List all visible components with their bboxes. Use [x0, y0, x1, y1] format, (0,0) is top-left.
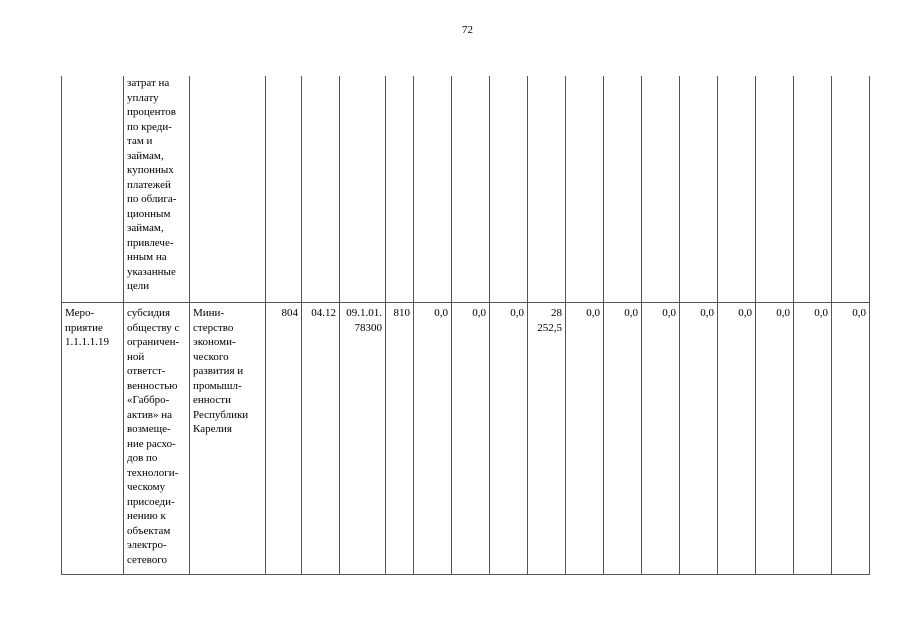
cell-empty	[642, 76, 680, 303]
table-row-continued	[62, 76, 870, 303]
continued-description-cell: затрат на уплату процентов по креди- там и займам, купонных платежей по облига- ционным займам, привлече- нным на указанные цели	[124, 76, 190, 303]
cell-empty	[528, 76, 566, 303]
value-cell: 0,0	[718, 303, 756, 575]
cell-empty	[756, 76, 794, 303]
cell-empty	[452, 76, 490, 303]
cell-empty	[832, 76, 870, 303]
measure-cell: Меро- приятие 1.1.1.1.19	[62, 303, 124, 575]
value-cell: 28 252,5	[528, 303, 566, 575]
cell-empty	[340, 76, 386, 303]
description-cell: субсидия обществу с ограничен- ной ответст- венностью «Габбро- актив» на возмеще- ние расхо- дов по технологи- ческому присоеди- нению к объектам электро- сетевого	[124, 303, 190, 575]
cell-empty	[794, 76, 832, 303]
vr-cell: 810	[386, 303, 414, 575]
value-cell: 0,0	[490, 303, 528, 575]
cell-empty	[718, 76, 756, 303]
page-number: 72	[462, 24, 473, 36]
cell-empty	[414, 76, 452, 303]
value-cell: 0,0	[794, 303, 832, 575]
cell-empty	[266, 76, 302, 303]
cell-empty	[566, 76, 604, 303]
value-cell: 0,0	[414, 303, 452, 575]
cell-empty	[190, 76, 266, 303]
value-cell: 0,0	[452, 303, 490, 575]
value-cell: 0,0	[680, 303, 718, 575]
cell-empty	[302, 76, 340, 303]
value-cell: 0,0	[604, 303, 642, 575]
value-cell: 0,0	[756, 303, 794, 575]
cell-empty	[386, 76, 414, 303]
csr-cell: 09.1.01. 78300	[340, 303, 386, 575]
value-cell: 0,0	[566, 303, 604, 575]
cell-empty	[604, 76, 642, 303]
cell-empty	[62, 76, 124, 303]
value-cell: 0,0	[832, 303, 870, 575]
table-row-measure	[62, 303, 870, 575]
rzpr-cell: 04.12	[302, 303, 340, 575]
cell-empty	[490, 76, 528, 303]
budget-table	[61, 76, 870, 575]
grbs-cell: 804	[266, 303, 302, 575]
cell-empty	[680, 76, 718, 303]
responsible-cell: Мини- стерство экономи- ческого развития и промышл- енности Республики Карелия	[190, 303, 266, 575]
value-cell: 0,0	[642, 303, 680, 575]
